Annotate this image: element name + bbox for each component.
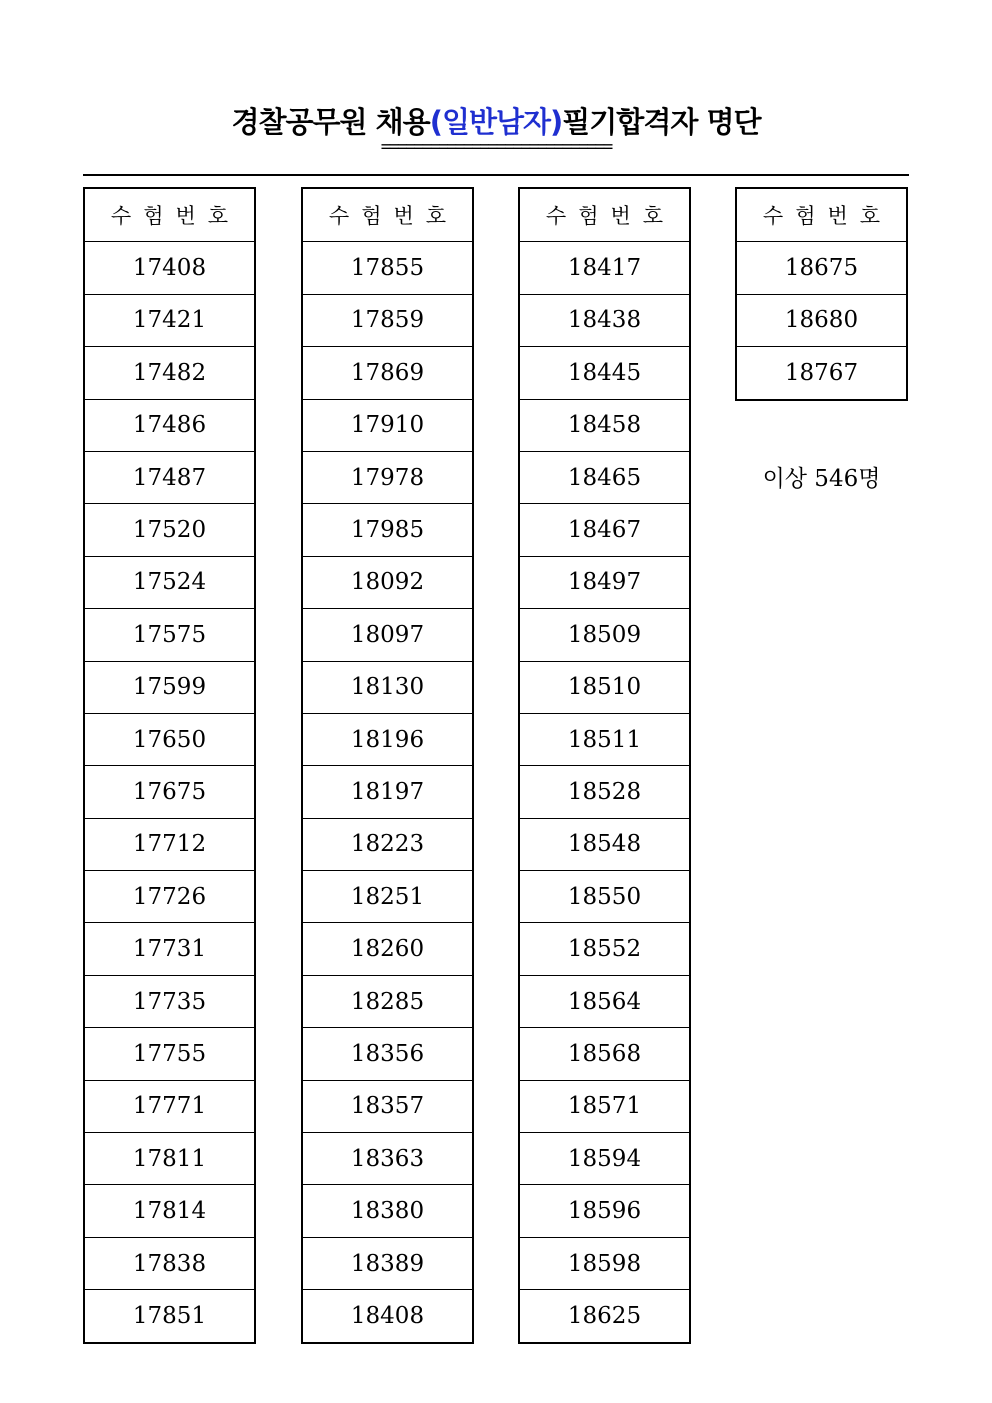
exam-number-cell: 18596 xyxy=(520,1184,689,1236)
exam-number-cell: 17985 xyxy=(303,503,472,555)
exam-number-cell: 18445 xyxy=(520,346,689,398)
exam-number-cell: 18564 xyxy=(520,975,689,1027)
title-underline: ============================ xyxy=(380,138,612,156)
exam-number-cell: 18548 xyxy=(520,818,689,870)
page-title xyxy=(0,100,992,141)
exam-number-cell: 17855 xyxy=(303,241,472,293)
exam-number-cell: 17712 xyxy=(85,818,254,870)
exam-number-cell: 18417 xyxy=(520,241,689,293)
exam-number-cell: 18528 xyxy=(520,765,689,817)
exam-number-cell: 18357 xyxy=(303,1080,472,1132)
exam-number-cell: 17838 xyxy=(85,1237,254,1289)
exam-number-cell: 17735 xyxy=(85,975,254,1027)
exam-number-cell: 18571 xyxy=(520,1080,689,1132)
exam-number-cell: 17726 xyxy=(85,870,254,922)
exam-number-cell: 17978 xyxy=(303,451,472,503)
title-suffix: 필기합격자 명단 xyxy=(562,105,761,139)
exam-number-column-4 xyxy=(735,187,908,401)
exam-number-cell: 17599 xyxy=(85,661,254,713)
exam-number-cell: 18408 xyxy=(303,1289,472,1341)
exam-number-cell: 17910 xyxy=(303,399,472,451)
exam-number-cell: 17771 xyxy=(85,1080,254,1132)
exam-number-cell: 18097 xyxy=(303,608,472,660)
exam-number-cell: 17487 xyxy=(85,451,254,503)
exam-number-cell: 18675 xyxy=(737,241,906,293)
exam-number-cell: 18598 xyxy=(520,1237,689,1289)
exam-number-cell: 18223 xyxy=(303,818,472,870)
exam-number-cell: 17575 xyxy=(85,608,254,660)
exam-number-cell: 17675 xyxy=(85,765,254,817)
exam-number-cell: 17814 xyxy=(85,1184,254,1236)
exam-number-cell: 17482 xyxy=(85,346,254,398)
exam-number-cell: 18497 xyxy=(520,556,689,608)
exam-number-cell: 17524 xyxy=(85,556,254,608)
exam-number-cell: 18363 xyxy=(303,1132,472,1184)
exam-number-cell: 18767 xyxy=(737,346,906,398)
title-prefix: 경찰공무원 채용 xyxy=(231,105,430,139)
exam-number-cell: 18625 xyxy=(520,1289,689,1341)
exam-number-cell: 18438 xyxy=(520,294,689,346)
exam-number-column-3 xyxy=(518,187,691,1344)
exam-number-cell: 18092 xyxy=(303,556,472,608)
exam-number-cell: 18285 xyxy=(303,975,472,1027)
exam-number-cell: 18510 xyxy=(520,661,689,713)
exam-number-cell: 18380 xyxy=(303,1184,472,1236)
column-header: 수험번호 xyxy=(110,204,241,229)
exam-number-column-2 xyxy=(301,187,474,1344)
exam-number-cell: 17731 xyxy=(85,922,254,974)
exam-number-cell: 18260 xyxy=(303,922,472,974)
exam-number-cell: 17408 xyxy=(85,241,254,293)
column-header: 수험번호 xyxy=(328,204,459,229)
exam-number-cell: 18356 xyxy=(303,1027,472,1079)
exam-number-cell: 17650 xyxy=(85,713,254,765)
exam-number-cell: 17520 xyxy=(85,503,254,555)
exam-number-column-1 xyxy=(83,187,256,1344)
exam-number-cell: 18130 xyxy=(303,661,472,713)
exam-number-cell: 18680 xyxy=(737,294,906,346)
total-count: 이상 546명 xyxy=(762,466,881,492)
exam-number-cell: 18458 xyxy=(520,399,689,451)
exam-number-cell: 18467 xyxy=(520,503,689,555)
column-header: 수험번호 xyxy=(545,204,676,229)
exam-number-cell: 17811 xyxy=(85,1132,254,1184)
exam-number-cell: 18511 xyxy=(520,713,689,765)
title-highlight: (일반남자) xyxy=(429,105,563,139)
exam-number-cell: 18197 xyxy=(303,765,472,817)
exam-number-cell: 17421 xyxy=(85,294,254,346)
exam-number-cell: 18465 xyxy=(520,451,689,503)
exam-number-cell: 18196 xyxy=(303,713,472,765)
exam-number-cell: 18594 xyxy=(520,1132,689,1184)
column-header: 수험번호 xyxy=(762,204,893,229)
exam-number-cell: 17486 xyxy=(85,399,254,451)
exam-number-cell: 17851 xyxy=(85,1289,254,1341)
exam-number-cell: 17755 xyxy=(85,1027,254,1079)
exam-number-cell: 18550 xyxy=(520,870,689,922)
divider xyxy=(83,174,909,176)
exam-number-cell: 18251 xyxy=(303,870,472,922)
exam-number-cell: 18389 xyxy=(303,1237,472,1289)
exam-number-cell: 18509 xyxy=(520,608,689,660)
exam-number-cell: 18568 xyxy=(520,1027,689,1079)
exam-number-cell: 17859 xyxy=(303,294,472,346)
exam-number-cell: 18552 xyxy=(520,922,689,974)
exam-number-cell: 17869 xyxy=(303,346,472,398)
